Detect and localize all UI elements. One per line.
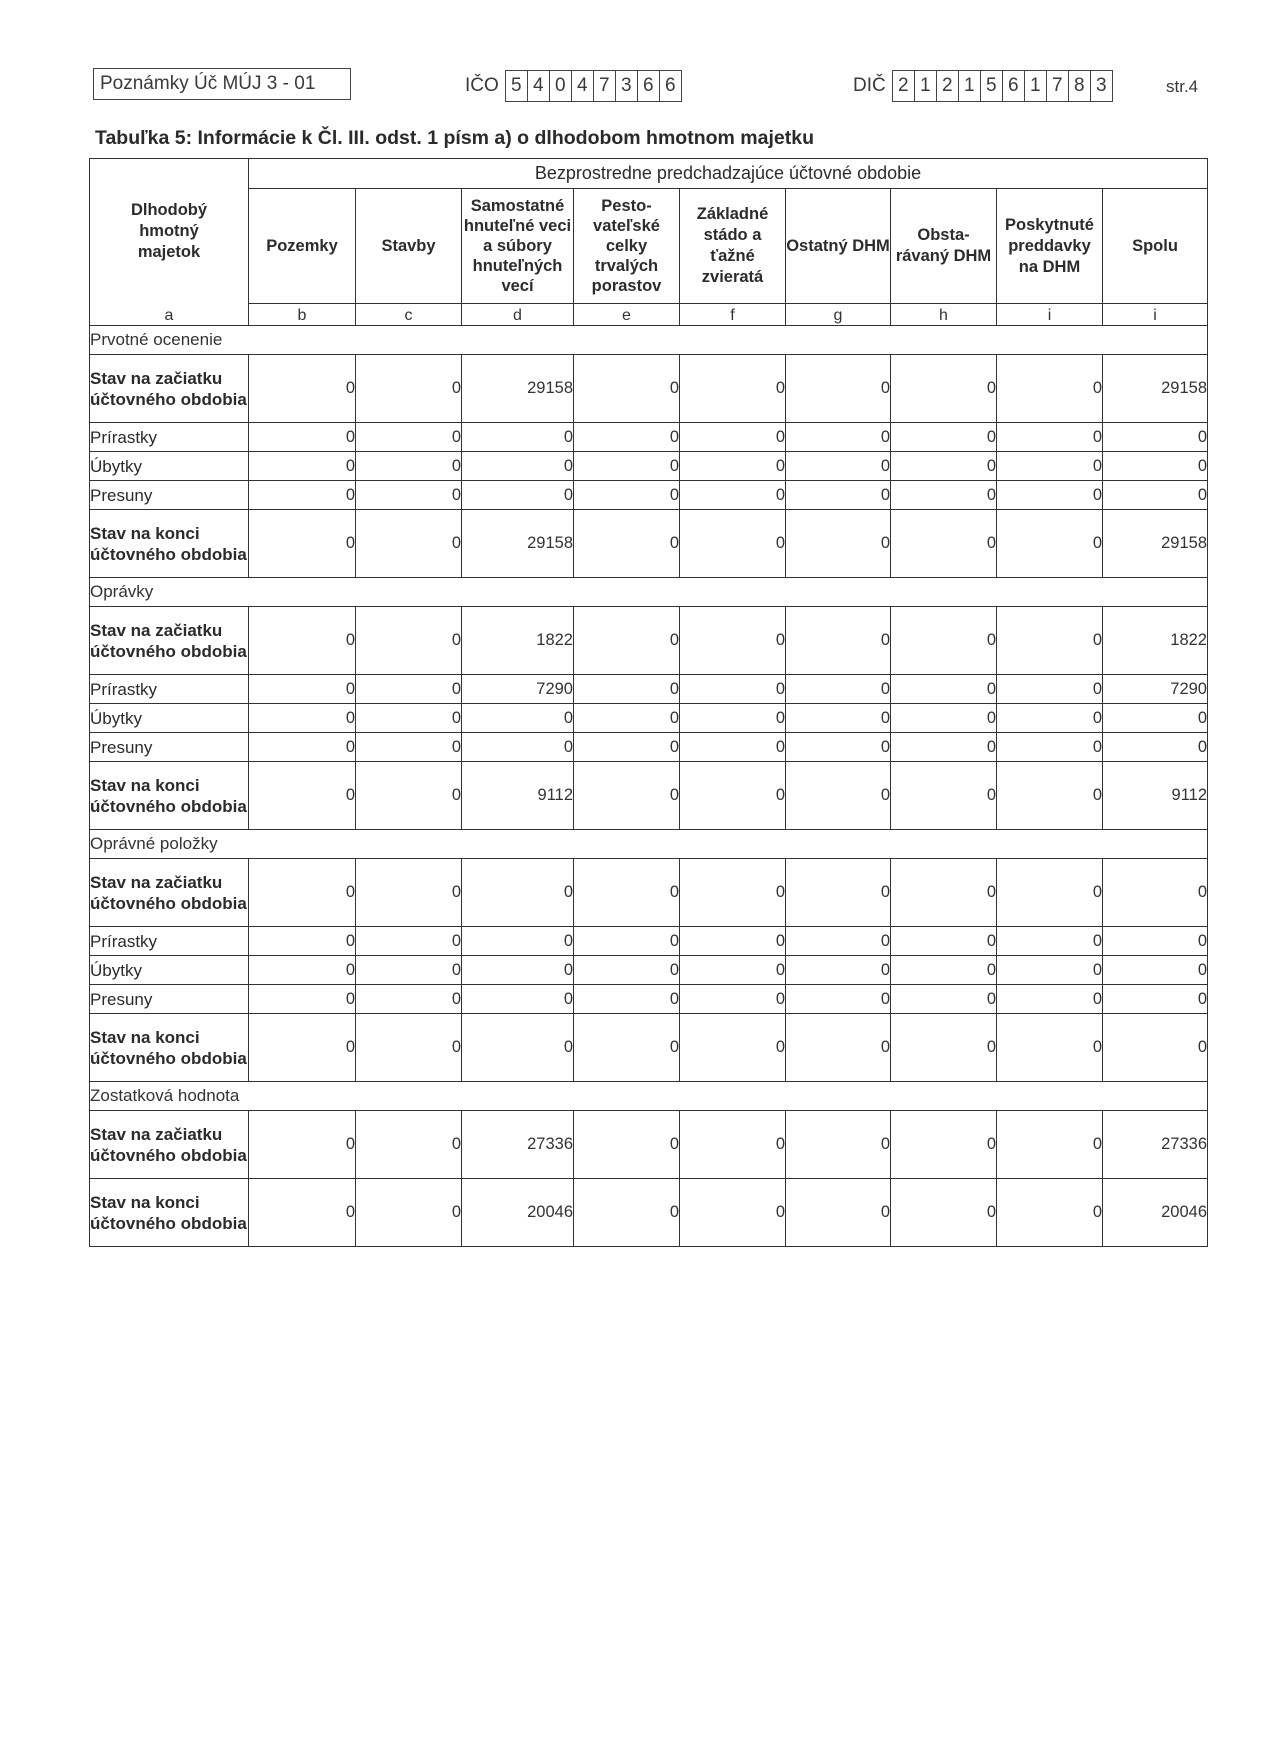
value-cell: 1822 [462, 607, 574, 675]
dic-digit: 1 [959, 71, 981, 101]
row-label: Stav na začiatku účtovného obdobia [90, 859, 249, 927]
value-cell: 0 [356, 1111, 462, 1179]
value-cell: 0 [249, 859, 356, 927]
value-cell: 0 [891, 1111, 997, 1179]
value-cell: 0 [997, 956, 1103, 985]
value-cell: 0 [574, 762, 680, 830]
value-cell: 0 [997, 1014, 1103, 1082]
value-cell: 0 [249, 927, 356, 956]
value-cell: 0 [997, 675, 1103, 704]
value-cell: 0 [462, 452, 574, 481]
value-cell: 0 [997, 510, 1103, 578]
column-header: Samostatné hnuteľné veci a súbory hnuteľných vecí [462, 189, 574, 304]
value-cell: 0 [462, 985, 574, 1014]
value-cell: 0 [891, 1014, 997, 1082]
value-cell: 0 [891, 1179, 997, 1247]
value-cell: 0 [1103, 423, 1208, 452]
value-cell: 0 [249, 733, 356, 762]
value-cell: 0 [356, 607, 462, 675]
ico-digit: 0 [550, 71, 572, 101]
dic-digit: 1 [915, 71, 937, 101]
column-letter: f [680, 304, 786, 326]
value-cell: 0 [1103, 704, 1208, 733]
value-cell: 0 [891, 733, 997, 762]
value-cell: 0 [249, 423, 356, 452]
value-cell: 0 [462, 481, 574, 510]
value-cell: 0 [574, 1014, 680, 1082]
row-label: Prírastky [90, 927, 249, 956]
section-title: Zostatková hodnota [90, 1082, 1208, 1111]
column-header: Spolu [1103, 189, 1208, 304]
table-row [90, 510, 1208, 578]
value-cell: 0 [1103, 1014, 1208, 1082]
value-cell: 0 [786, 762, 891, 830]
value-cell: 0 [356, 452, 462, 481]
value-cell: 0 [574, 607, 680, 675]
value-cell: 0 [680, 985, 786, 1014]
value-cell: 9112 [1103, 762, 1208, 830]
value-cell: 0 [249, 481, 356, 510]
value-cell: 0 [462, 927, 574, 956]
value-cell: 0 [249, 956, 356, 985]
value-cell: 0 [997, 1179, 1103, 1247]
table-row [90, 927, 1208, 956]
value-cell: 0 [786, 927, 891, 956]
value-cell: 0 [574, 481, 680, 510]
column-header: Pozemky [249, 189, 356, 304]
section-title: Oprávné položky [90, 830, 1208, 859]
value-cell: 0 [356, 762, 462, 830]
table-row [90, 1014, 1208, 1082]
value-cell: 0 [574, 859, 680, 927]
section-title: Prvotné ocenenie [90, 326, 1208, 355]
value-cell: 0 [786, 1014, 891, 1082]
value-cell: 0 [786, 985, 891, 1014]
value-cell: 0 [574, 927, 680, 956]
value-cell: 0 [891, 985, 997, 1014]
table-title: Tabuľka 5: Informácie k Čl. III. odst. 1 písm a) o dlhodobom hmotnom majetku [95, 127, 814, 149]
value-cell: 0 [356, 675, 462, 704]
period-header: Bezprostredne predchadzajúce účtovné obdobie [249, 159, 1208, 189]
value-cell: 0 [574, 423, 680, 452]
value-cell: 0 [356, 927, 462, 956]
value-cell: 29158 [462, 355, 574, 423]
ico-label: IČO [465, 75, 499, 96]
value-cell: 7290 [1103, 675, 1208, 704]
column-header: Poskytnuté preddavky na DHM [997, 189, 1103, 304]
value-cell: 0 [680, 607, 786, 675]
section-row [90, 1082, 1208, 1111]
value-cell: 0 [462, 704, 574, 733]
value-cell: 0 [680, 859, 786, 927]
value-cell: 0 [356, 704, 462, 733]
value-cell: 0 [786, 704, 891, 733]
column-header: Stavby [356, 189, 462, 304]
value-cell: 0 [680, 452, 786, 481]
dic-digit: 2 [937, 71, 959, 101]
table-row [90, 423, 1208, 452]
value-cell: 0 [891, 481, 997, 510]
value-cell: 0 [1103, 481, 1208, 510]
value-cell: 0 [997, 423, 1103, 452]
value-cell: 0 [786, 355, 891, 423]
row-label: Presuny [90, 733, 249, 762]
value-cell: 0 [462, 423, 574, 452]
value-cell: 0 [574, 1179, 680, 1247]
table-row [90, 355, 1208, 423]
value-cell: 0 [356, 859, 462, 927]
column-letter: b [249, 304, 356, 326]
value-cell: 0 [997, 762, 1103, 830]
column-letter: h [891, 304, 997, 326]
column-letter: c [356, 304, 462, 326]
row-label: Prírastky [90, 423, 249, 452]
value-cell: 0 [997, 607, 1103, 675]
table-row [90, 762, 1208, 830]
value-cell: 0 [786, 607, 891, 675]
dic-digit: 3 [1091, 71, 1113, 101]
column-letter: g [786, 304, 891, 326]
value-cell: 0 [891, 355, 997, 423]
ico-digit: 6 [638, 71, 660, 101]
value-cell: 0 [891, 452, 997, 481]
form-code-box: Poznámky Úč MÚJ 3 - 01 [93, 68, 351, 100]
value-cell: 0 [891, 510, 997, 578]
row-label: Úbytky [90, 956, 249, 985]
row-label: Stav na konci účtovného obdobia [90, 1014, 249, 1082]
value-cell: 0 [574, 452, 680, 481]
ico-digit: 4 [572, 71, 594, 101]
table-row [90, 1179, 1208, 1247]
ico-digit: 4 [528, 71, 550, 101]
value-cell: 0 [997, 355, 1103, 423]
row-label: Stav na konci účtovného obdobia [90, 510, 249, 578]
value-cell: 0 [786, 675, 891, 704]
value-cell: 0 [997, 859, 1103, 927]
value-cell: 29158 [1103, 355, 1208, 423]
value-cell: 0 [891, 762, 997, 830]
column-letter: e [574, 304, 680, 326]
value-cell: 0 [1103, 985, 1208, 1014]
value-cell: 0 [249, 1014, 356, 1082]
value-cell: 0 [356, 1179, 462, 1247]
value-cell: 0 [786, 452, 891, 481]
column-letter: a [90, 304, 249, 326]
value-cell: 0 [786, 423, 891, 452]
ico-digit: 3 [616, 71, 638, 101]
value-cell: 0 [680, 762, 786, 830]
fixed-assets-table [89, 158, 1208, 1247]
dic-label: DIČ [853, 75, 886, 96]
value-cell: 0 [574, 733, 680, 762]
row-label: Stav na začiatku účtovného obdobia [90, 607, 249, 675]
table-row [90, 481, 1208, 510]
value-cell: 0 [574, 985, 680, 1014]
dic-digit: 8 [1069, 71, 1091, 101]
value-cell: 29158 [1103, 510, 1208, 578]
value-cell: 0 [786, 1179, 891, 1247]
ico-digit: 6 [660, 71, 682, 101]
row-label: Úbytky [90, 452, 249, 481]
value-cell: 0 [462, 1014, 574, 1082]
column-letter: d [462, 304, 574, 326]
value-cell: 0 [891, 704, 997, 733]
value-cell: 0 [249, 1111, 356, 1179]
table-row [90, 452, 1208, 481]
value-cell: 0 [891, 607, 997, 675]
row-label: Stav na začiatku účtovného obdobia [90, 1111, 249, 1179]
value-cell: 0 [356, 481, 462, 510]
value-cell: 0 [786, 733, 891, 762]
value-cell: 27336 [462, 1111, 574, 1179]
dic-digit: 6 [1003, 71, 1025, 101]
value-cell: 0 [997, 704, 1103, 733]
value-cell: 0 [786, 510, 891, 578]
row-label: Úbytky [90, 704, 249, 733]
value-cell: 0 [997, 481, 1103, 510]
value-cell: 0 [574, 704, 680, 733]
value-cell: 0 [680, 1111, 786, 1179]
dic-field [853, 70, 1113, 102]
row-label: Prírastky [90, 675, 249, 704]
section-row [90, 326, 1208, 355]
value-cell: 0 [249, 607, 356, 675]
value-cell: 0 [356, 423, 462, 452]
value-cell: 0 [997, 733, 1103, 762]
value-cell: 0 [786, 481, 891, 510]
value-cell: 0 [680, 510, 786, 578]
value-cell: 0 [997, 927, 1103, 956]
value-cell: 0 [574, 675, 680, 704]
value-cell: 0 [680, 927, 786, 956]
value-cell: 0 [997, 1111, 1103, 1179]
value-cell: 0 [680, 1179, 786, 1247]
ico-digits [505, 70, 682, 102]
dic-digit: 1 [1025, 71, 1047, 101]
value-cell: 7290 [462, 675, 574, 704]
table-row [90, 859, 1208, 927]
value-cell: 0 [249, 452, 356, 481]
table-row [90, 956, 1208, 985]
row-label: Stav na začiatku účtovného obdobia [90, 355, 249, 423]
value-cell: 0 [249, 704, 356, 733]
value-cell: 0 [574, 510, 680, 578]
value-cell: 20046 [462, 1179, 574, 1247]
table-row [90, 733, 1208, 762]
value-cell: 0 [574, 355, 680, 423]
table-row [90, 985, 1208, 1014]
dic-digit: 2 [893, 71, 915, 101]
table-row [90, 675, 1208, 704]
section-row [90, 578, 1208, 607]
value-cell: 0 [249, 1179, 356, 1247]
table-row [90, 704, 1208, 733]
row-label: Stav na konci účtovného obdobia [90, 762, 249, 830]
dic-digits [892, 70, 1113, 102]
value-cell: 29158 [462, 510, 574, 578]
value-cell: 0 [891, 927, 997, 956]
ico-digit: 5 [506, 71, 528, 101]
value-cell: 0 [680, 481, 786, 510]
dic-digit: 7 [1047, 71, 1069, 101]
value-cell: 0 [249, 762, 356, 830]
value-cell: 0 [356, 510, 462, 578]
value-cell: 0 [891, 423, 997, 452]
value-cell: 0 [680, 1014, 786, 1082]
value-cell: 0 [1103, 733, 1208, 762]
row-header-cell [90, 159, 249, 304]
column-header: Základné stádo a ťažné zvieratá [680, 189, 786, 304]
value-cell: 0 [1103, 859, 1208, 927]
section-row [90, 830, 1208, 859]
row-header-label: Dlhodobý hmotný majetok [130, 200, 208, 261]
value-cell: 0 [462, 956, 574, 985]
value-cell: 0 [891, 956, 997, 985]
column-header: Ostatný DHM [786, 189, 891, 304]
value-cell: 0 [680, 423, 786, 452]
dic-digit: 5 [981, 71, 1003, 101]
value-cell: 0 [356, 956, 462, 985]
value-cell: 0 [462, 859, 574, 927]
value-cell: 0 [786, 859, 891, 927]
value-cell: 0 [680, 675, 786, 704]
column-letter: i [1103, 304, 1208, 326]
table-row [90, 1111, 1208, 1179]
value-cell: 0 [891, 675, 997, 704]
value-cell: 0 [997, 985, 1103, 1014]
value-cell: 0 [1103, 956, 1208, 985]
value-cell: 1822 [1103, 607, 1208, 675]
value-cell: 20046 [1103, 1179, 1208, 1247]
value-cell: 0 [356, 733, 462, 762]
value-cell: 0 [1103, 927, 1208, 956]
value-cell: 0 [356, 1014, 462, 1082]
ico-digit: 7 [594, 71, 616, 101]
value-cell: 0 [680, 733, 786, 762]
value-cell: 0 [997, 452, 1103, 481]
value-cell: 0 [462, 733, 574, 762]
value-cell: 0 [356, 985, 462, 1014]
value-cell: 0 [680, 956, 786, 985]
value-cell: 0 [680, 355, 786, 423]
value-cell: 9112 [462, 762, 574, 830]
value-cell: 0 [356, 355, 462, 423]
value-cell: 27336 [1103, 1111, 1208, 1179]
column-letter: i [997, 304, 1103, 326]
row-label: Presuny [90, 985, 249, 1014]
value-cell: 0 [1103, 452, 1208, 481]
row-label: Presuny [90, 481, 249, 510]
column-header: Obsta-rávaný DHM [891, 189, 997, 304]
value-cell: 0 [786, 956, 891, 985]
page-number: str.4 [1166, 77, 1199, 96]
value-cell: 0 [574, 1111, 680, 1179]
row-label: Stav na konci účtovného obdobia [90, 1179, 249, 1247]
value-cell: 0 [786, 1111, 891, 1179]
value-cell: 0 [574, 956, 680, 985]
column-header: Pesto-vateľské celky trvalých porastov [574, 189, 680, 304]
value-cell: 0 [249, 510, 356, 578]
section-title: Oprávky [90, 578, 1208, 607]
value-cell: 0 [249, 675, 356, 704]
value-cell: 0 [249, 355, 356, 423]
value-cell: 0 [249, 985, 356, 1014]
table-row [90, 607, 1208, 675]
ico-field [465, 70, 682, 102]
value-cell: 0 [680, 704, 786, 733]
value-cell: 0 [891, 859, 997, 927]
